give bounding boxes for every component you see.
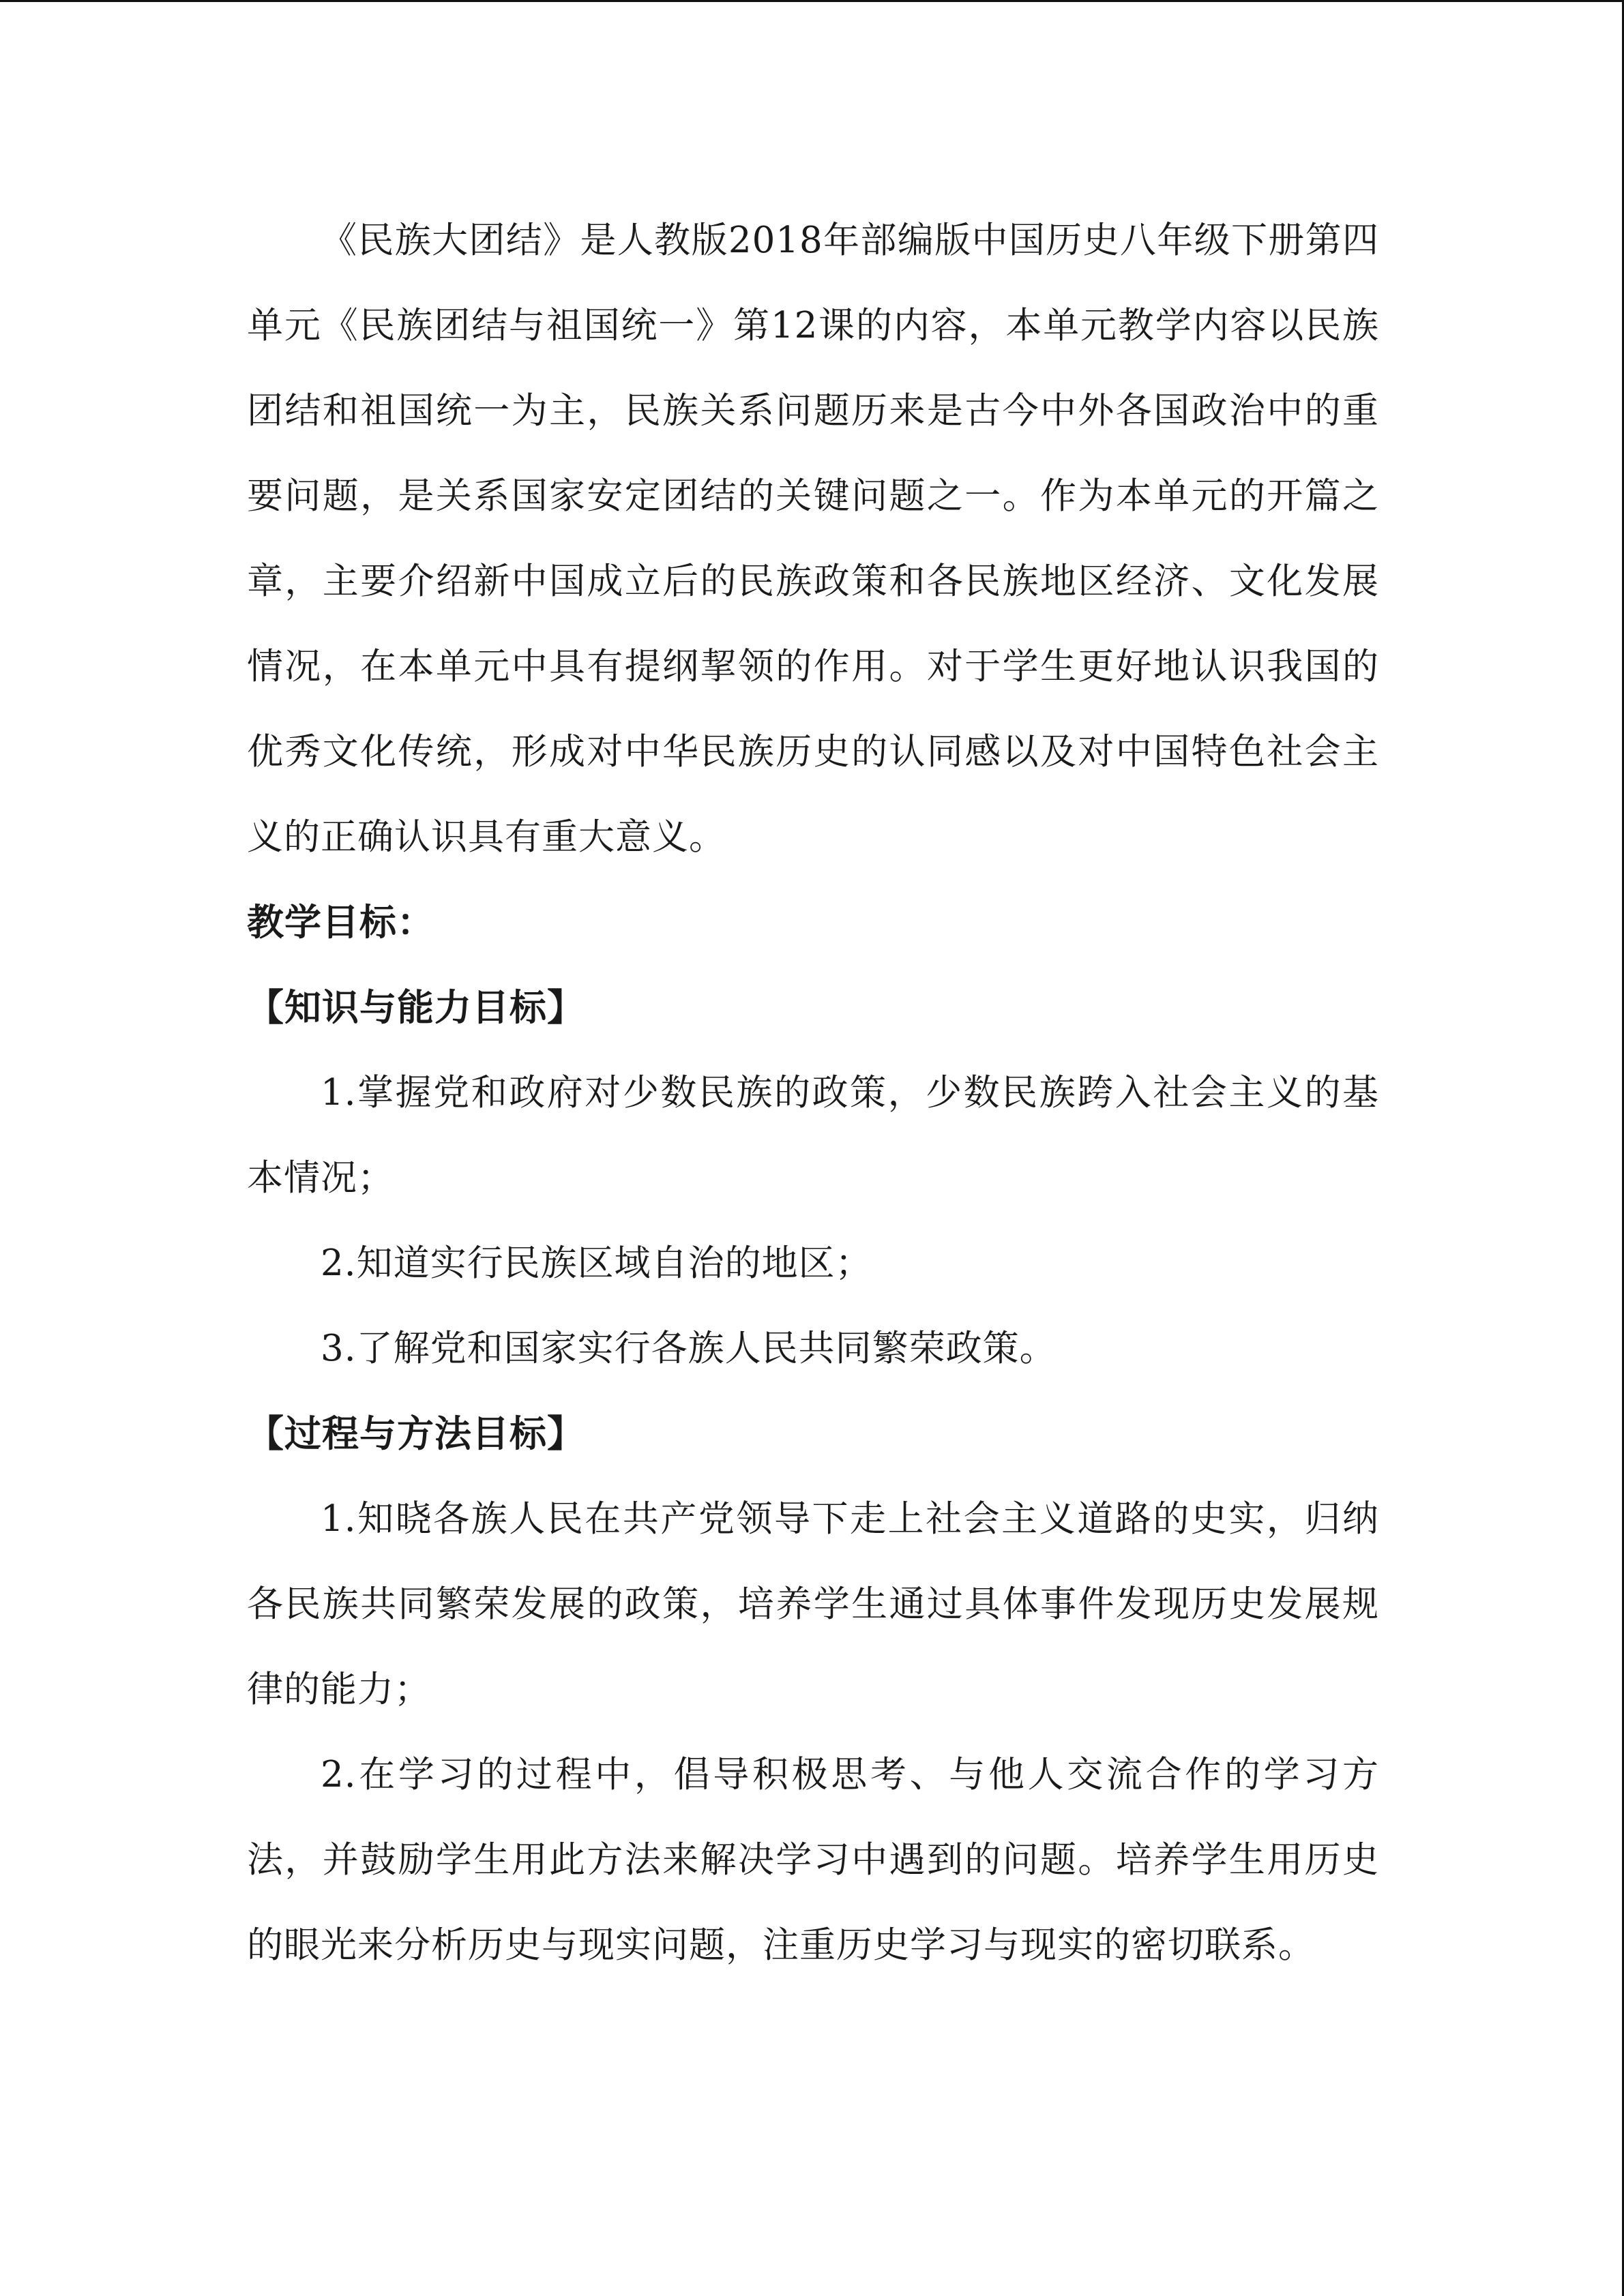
knowledge-item-1: 1.掌握党和政府对少数民族的政策，少数民族跨入社会主义的基本情况； [247, 1072, 1379, 1199]
knowledge-item-3: 3.了解党和国家实行各族人民共同繁荣政策。 [321, 1328, 1057, 1369]
intro-paragraph: 《民族大团结》是人教版2018年部编版中国历史八年级下册第四单元《民族团结与祖国统一》第12课的内容，本单元教学内容以民族团结和祖国统一为主，民族关系问题历来是古今中外各国政治中的重要问题，是关系国家安定团结的关键问题之一。作为本单元的开篇之章，主要介绍新中国成立后的民族政策和各民族地区经济、文化发展情况，在本单元中具有提纲挈领的作用。对于学生更好地认识我国的优秀文化传统，形成对中华民族历史的认同感以及对中国特色社会主义的正确认识具有重大意义。 [247, 220, 1379, 858]
process-item-1: 1.知晓各族人民在共产党领导下走上社会主义道路的史实，归纳各民族共同繁荣发展的政策，培养学生通过具体事件发现历史发展规律的能力； [247, 1498, 1379, 1710]
objectives-heading: 教学目标： [247, 901, 434, 944]
process-item-2: 2.在学习的过程中，倡导积极思考、与他人交流合作的学习方法，并鼓励学生用此方法来解决学习中遇到的问题。培养学生用历史的眼光来分析历史与现实问题，注重历史学习与现实的密切联系。 [247, 1754, 1379, 1966]
page-top-border [0, 0, 1624, 2]
process-heading: 【过程与方法目标】 [247, 1412, 585, 1455]
knowledge-heading: 【知识与能力目标】 [247, 986, 585, 1029]
knowledge-item-2: 2.知道实行民族区域自治的地区； [321, 1242, 872, 1284]
document-body [247, 198, 1379, 1988]
